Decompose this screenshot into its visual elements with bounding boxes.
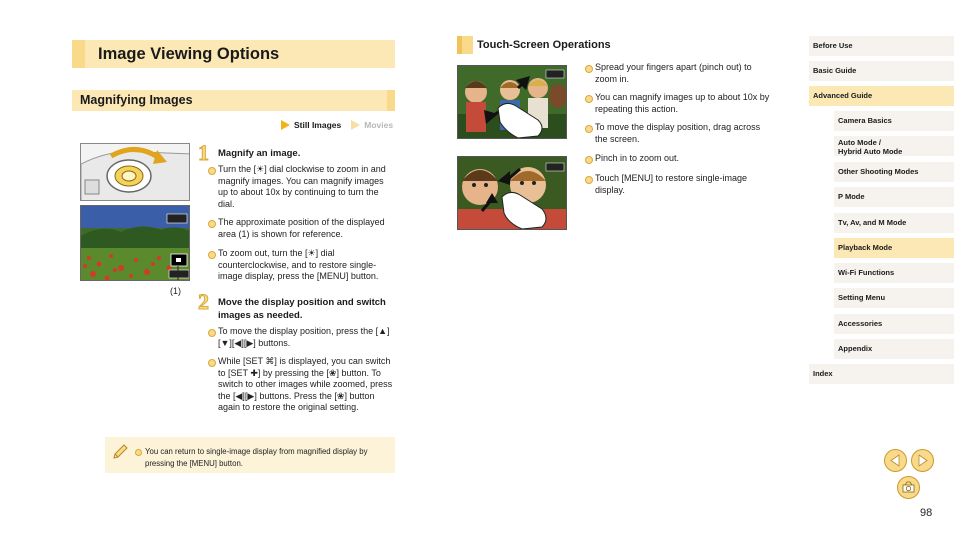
touch-bullet-5: Touch [MENU] to restore single-image display. (585, 173, 775, 196)
touch-bullet-1: Spread your fingers apart (pinch out) to zoom in. (585, 62, 775, 85)
nav-auto-mode-line-2: Hybrid Auto Mode (838, 147, 903, 156)
next-page-button[interactable] (911, 449, 934, 472)
nav-index[interactable]: Index (809, 364, 954, 384)
position-label: (1) (170, 286, 181, 296)
nav-other-shooting-modes[interactable]: Other Shooting Modes (834, 162, 954, 182)
home-button[interactable] (897, 476, 920, 499)
touch-bullet-3: To move the display position, drag across the screen. (585, 122, 775, 145)
step-1-bullet-1: Turn the [☀] dial clockwise to zoom in and magnify images. You can magnify images up to about 10x by continuing to turn the dial. (208, 164, 394, 210)
step-1-title: Magnify an image. (218, 148, 301, 159)
home-icon (898, 477, 919, 498)
step-2-bullet-1: To move the display position, press the [▲][▼][◀][▶] buttons. (208, 326, 394, 349)
magnified-screen-illustration (80, 205, 190, 281)
mode-movie-label: Movies (364, 120, 394, 130)
nav-setting-menu[interactable]: Setting Menu (834, 288, 954, 308)
prev-page-button[interactable] (884, 449, 907, 472)
step-2-number: 2 (198, 289, 209, 314)
touch-bullet-2: You can magnify images up to about 10x by repeating this action. (585, 92, 775, 115)
pinch-in-photo (457, 156, 567, 230)
nav-basic-guide[interactable]: Basic Guide (809, 61, 954, 81)
nav-tv-av-m-mode[interactable]: Tv, Av, and M Mode (834, 213, 954, 233)
nav-wifi-functions[interactable]: Wi-Fi Functions (834, 263, 954, 283)
note-text: You can return to single-image display from magnified display by pressing the [MENU] button. (135, 446, 387, 469)
still-mode-icon (281, 120, 290, 130)
nav-appendix[interactable]: Appendix (834, 339, 954, 359)
page-title-bar (72, 40, 395, 68)
step-1-bullet-3: To zoom out, turn the [☀] dial counterclockwise, and to restore single-image display, press the [MENU] button. (208, 248, 394, 283)
mode-still-label: Still Images (294, 120, 342, 130)
movie-mode-icon (351, 120, 360, 130)
nav-before-use[interactable]: Before Use (809, 36, 954, 56)
nav-advanced-guide[interactable]: Advanced Guide (809, 86, 954, 106)
section-title-bar (72, 90, 395, 111)
touch-bullet-4: Pinch in to zoom out. (585, 153, 775, 165)
step-2-title: Move the display position and switch images as needed. (218, 297, 386, 321)
zoom-dial-illustration (80, 143, 190, 201)
page-title: Image Viewing Options (98, 45, 280, 63)
step-1-bullet-2: The approximate position of the displayed area (1) is shown for reference. (208, 217, 394, 240)
pinch-out-photo (457, 65, 567, 139)
arrow-right-icon (912, 450, 933, 471)
nav-p-mode[interactable]: P Mode (834, 187, 954, 207)
nav-playback-mode[interactable]: Playback Mode (834, 238, 954, 258)
nav-auto-mode[interactable] (834, 136, 954, 156)
pencil-icon (111, 443, 129, 466)
nav-auto-mode-line-1: Auto Mode / (838, 138, 881, 147)
mode-indicator (281, 120, 393, 130)
step-2-bullet-2: While [SET ⌘] is displayed, you can switch to [SET ✚] by pressing the [❀] button. To switch to other images while zoomed, press the [◀][▶] buttons. Press the [❀] button again to restore the original setting. (208, 356, 394, 414)
section-marker-icon (457, 36, 473, 54)
step-1-number: 1 (198, 140, 209, 165)
touch-screen-title: Touch-Screen Operations (477, 39, 611, 51)
note-box (105, 437, 395, 473)
section-title: Magnifying Images (80, 93, 193, 107)
nav-camera-basics[interactable]: Camera Basics (834, 111, 954, 131)
page-number: 98 (920, 507, 933, 519)
arrow-left-icon (885, 450, 906, 471)
nav-accessories[interactable]: Accessories (834, 314, 954, 334)
